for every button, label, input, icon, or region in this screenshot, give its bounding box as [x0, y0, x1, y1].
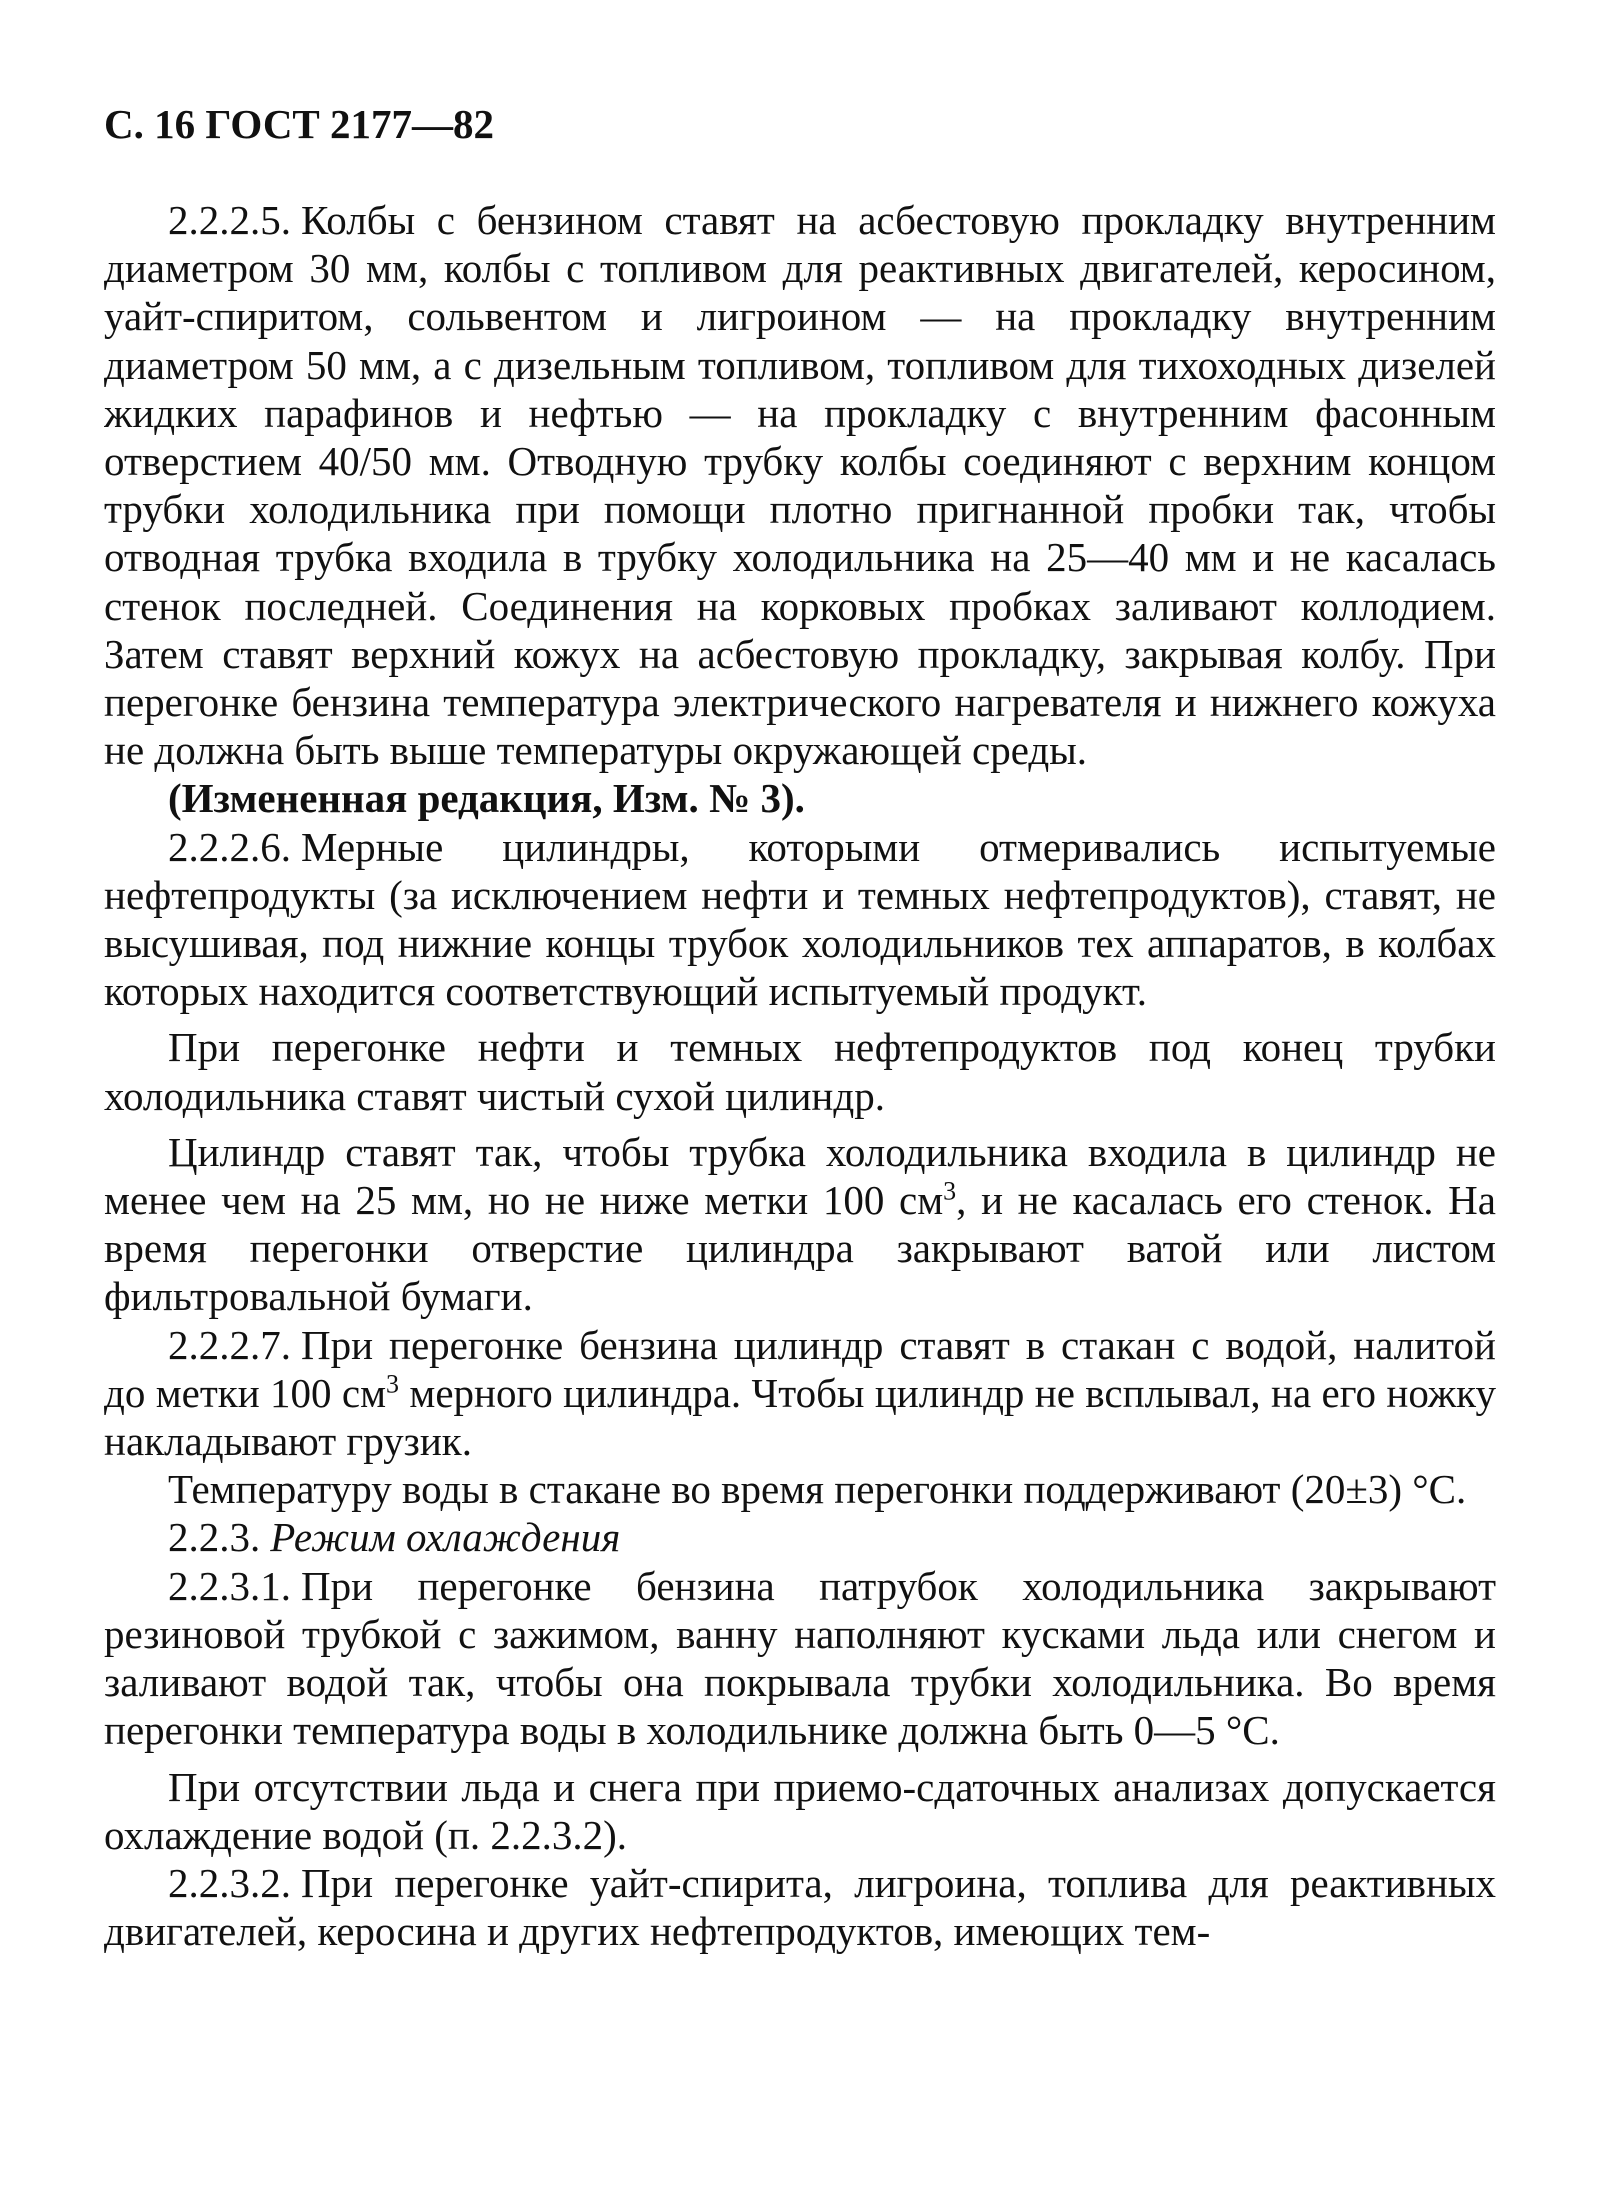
paragraph-text: Колбы с бензином ставят на асбестовую прокладку внутренним диаметром 30 мм, колбы с топливом для реактивных двигателей, керосином, уайт-спиритом, сольвентом и лигроином — на прокладку внутренним диаметром 50 мм, а с дизельным топливом, топливом для тихоходных дизелей жидких парафинов и нефтью — на прокладку с внутренним фасонным отверстием 40/50 мм. Отводную трубку колбы соединяют с верхним концом трубки холодильника при помощи плотно пригнанной пробки так, чтобы отводная трубка входила в трубку холодильника на 25—40 мм и не касалась стенок последней. Соединения на корковых пробках заливают коллодием. Затем ставят верхний кожух на асбестовую прокладку, закрывая колбу. При перегонке бензина температура электрического нагревателя и нижнего кожуха не должна быть выше температуры окружающей среды.: [104, 197, 1496, 774]
paragraph-2-2-2-6: [104, 823, 1496, 1016]
paragraph-2-2-3-1: [104, 1562, 1496, 1755]
clause-number: 2.2.2.6.: [168, 823, 291, 870]
clause-number: 2.2.3.1.: [168, 1562, 291, 1609]
paragraph-text: Цилиндр ставят так, чтобы трубка холодильника входила в цилиндр не менее чем на 25 мм, но не ниже метки 100 см: [104, 1128, 1496, 1224]
clause-number: 2.2.3.2.: [168, 1859, 291, 1906]
paragraph-no-ice: При отсутствии льда и снега при приемо-сдаточных анализах допускается охлаждение водой (п. 2.2.3.2).: [104, 1763, 1496, 1858]
paragraph-text: При перегонке бензина цилиндр ставят в стакан с водой, налитой до метки 100 см: [104, 1321, 1496, 1416]
paragraph-2-2-3-2: [104, 1859, 1496, 1955]
paragraph-text: При перегонке бензина патрубок холодильника закрывают резиновой трубкой с зажимом, ванну наполняют кусками льда или снегом и заливают водой так, чтобы она покрывала трубки холодильника. Во время перегонки температура воды в холодильнике должна быть 0—5 °С.: [104, 1562, 1496, 1754]
clause-number: 2.2.2.5.: [168, 197, 291, 243]
section-title: Режим охлаждения: [270, 1514, 621, 1561]
superscript: 3: [386, 1369, 400, 1399]
paragraph-water-temperature: Температуру воды в стакане во время перегонки поддерживают (20±3) °С.: [168, 1466, 1467, 1513]
clause-number: 2.2.3.: [168, 1514, 261, 1561]
amendment-note: (Измененная редакция, Изм. № 3).: [168, 775, 805, 822]
section-2-2-3-heading: [104, 1513, 1496, 1561]
page-header: С. 16 ГОСТ 2177—82: [104, 101, 495, 147]
paragraph-2-2-2-5: [104, 196, 1496, 774]
superscript: 3: [943, 1176, 957, 1206]
document-page: [104, 100, 1496, 2140]
paragraph-dark-products: При перегонке нефти и темных нефтепродуктов под конец трубки холодильника ставят чистый сухой цилиндр.: [104, 1024, 1496, 1119]
clause-number: 2.2.2.7.: [168, 1321, 291, 1368]
paragraph-text: мерного цилиндра. Чтобы цилиндр не всплывал, на его ножку накладывают грузик.: [104, 1369, 1496, 1465]
paragraph-text: Мерные цилиндры, которыми отмеривались испытуемые нефтепродукты (за исключением нефти и темных нефтепродуктов), ставят, не высушивая, под нижние концы трубок холодильников тех аппаратов, в колбах которых находится соответствующий испытуемый продукт.: [104, 823, 1496, 1015]
paragraph-text: , и не касалась его стенок. На время перегонки отверстие цилиндра закрывают ватой или листом фильтровальной бумаги.: [104, 1177, 1496, 1320]
paragraph-text: При перегонке уайт-спирита, лигроина, топлива для реактивных двигателей, керосина и других нефтепродуктов, имеющих тем-: [104, 1859, 1496, 1955]
paragraph-cylinder-placement: [104, 1128, 1496, 1321]
paragraph-2-2-2-7: [104, 1321, 1496, 1466]
